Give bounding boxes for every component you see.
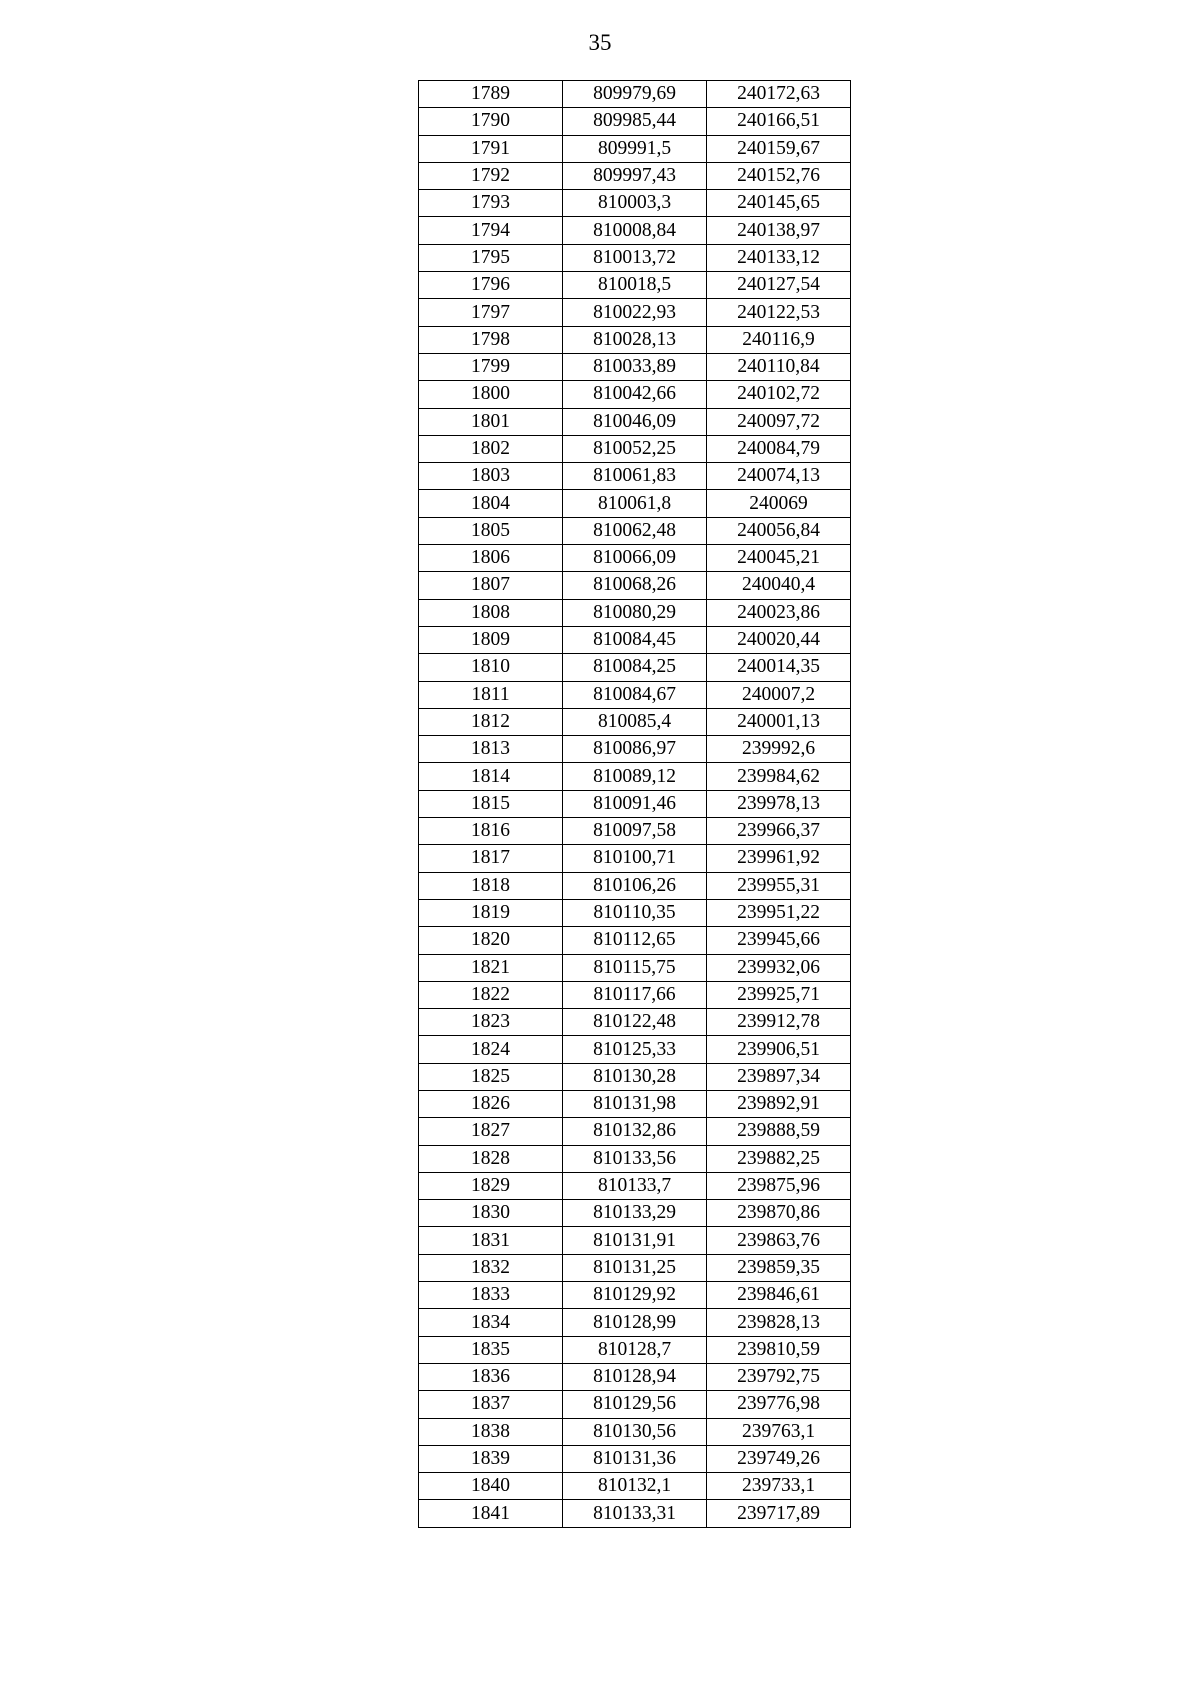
- y-coordinate-cell: 239966,37: [707, 818, 851, 845]
- x-coordinate-cell: 810089,12: [563, 763, 707, 790]
- y-coordinate-cell: 239955,31: [707, 872, 851, 899]
- table-row: [419, 1282, 851, 1309]
- point-number-cell: 1834: [419, 1309, 563, 1336]
- y-coordinate-cell: 239776,98: [707, 1391, 851, 1418]
- table-row: [419, 708, 851, 735]
- x-coordinate-cell: 810128,94: [563, 1363, 707, 1390]
- table-row: [419, 326, 851, 353]
- point-number-cell: 1823: [419, 1009, 563, 1036]
- point-number-cell: 1796: [419, 272, 563, 299]
- x-coordinate-cell: 810131,36: [563, 1445, 707, 1472]
- x-coordinate-cell: 809979,69: [563, 81, 707, 108]
- page-number: 35: [588, 30, 612, 55]
- y-coordinate-cell: 240159,67: [707, 135, 851, 162]
- y-coordinate-cell: 239875,96: [707, 1172, 851, 1199]
- table-row: [419, 1391, 851, 1418]
- x-coordinate-cell: 810061,8: [563, 490, 707, 517]
- x-coordinate-cell: 810033,89: [563, 353, 707, 380]
- x-coordinate-cell: 810022,93: [563, 299, 707, 326]
- x-coordinate-cell: 810086,97: [563, 736, 707, 763]
- x-coordinate-cell: 810131,25: [563, 1254, 707, 1281]
- point-number-cell: 1832: [419, 1254, 563, 1281]
- x-coordinate-cell: 810117,66: [563, 981, 707, 1008]
- y-coordinate-cell: 239733,1: [707, 1473, 851, 1500]
- x-coordinate-cell: 810112,65: [563, 927, 707, 954]
- table-row: [419, 135, 851, 162]
- point-number-cell: 1793: [419, 190, 563, 217]
- table-row: [419, 818, 851, 845]
- x-coordinate-cell: 810125,33: [563, 1036, 707, 1063]
- table-row: [419, 1500, 851, 1527]
- x-coordinate-cell: 810085,4: [563, 708, 707, 735]
- y-coordinate-cell: 239978,13: [707, 790, 851, 817]
- table-row: [419, 190, 851, 217]
- table-row: [419, 272, 851, 299]
- table-row: [419, 981, 851, 1008]
- y-coordinate-cell: 240145,65: [707, 190, 851, 217]
- x-coordinate-cell: 810062,48: [563, 517, 707, 544]
- table-row: [419, 626, 851, 653]
- y-coordinate-cell: 239846,61: [707, 1282, 851, 1309]
- y-coordinate-cell: 240001,13: [707, 708, 851, 735]
- table-row: [419, 1036, 851, 1063]
- y-coordinate-cell: 239932,06: [707, 954, 851, 981]
- table-row: [419, 899, 851, 926]
- table-row: [419, 1009, 851, 1036]
- table-row: [419, 1418, 851, 1445]
- x-coordinate-cell: 810129,56: [563, 1391, 707, 1418]
- y-coordinate-cell: 239810,59: [707, 1336, 851, 1363]
- y-coordinate-cell: 240138,97: [707, 217, 851, 244]
- x-coordinate-cell: 810080,29: [563, 599, 707, 626]
- y-coordinate-cell: 240023,86: [707, 599, 851, 626]
- y-coordinate-cell: 239945,66: [707, 927, 851, 954]
- y-coordinate-cell: 240020,44: [707, 626, 851, 653]
- point-number-cell: 1809: [419, 626, 563, 653]
- table-row: [419, 435, 851, 462]
- x-coordinate-cell: 810008,84: [563, 217, 707, 244]
- table-row: [419, 763, 851, 790]
- point-number-cell: 1800: [419, 381, 563, 408]
- x-coordinate-cell: 810052,25: [563, 435, 707, 462]
- y-coordinate-cell: 239906,51: [707, 1036, 851, 1063]
- table-row: [419, 1200, 851, 1227]
- point-number-cell: 1790: [419, 108, 563, 135]
- table-row: [419, 845, 851, 872]
- y-coordinate-cell: 239870,86: [707, 1200, 851, 1227]
- table-row: [419, 1227, 851, 1254]
- point-number-cell: 1813: [419, 736, 563, 763]
- table-row: [419, 1172, 851, 1199]
- x-coordinate-cell: 810131,98: [563, 1090, 707, 1117]
- x-coordinate-cell: 810028,13: [563, 326, 707, 353]
- x-coordinate-cell: 810042,66: [563, 381, 707, 408]
- x-coordinate-cell: 810133,7: [563, 1172, 707, 1199]
- table-row: [419, 1309, 851, 1336]
- y-coordinate-cell: 239897,34: [707, 1063, 851, 1090]
- x-coordinate-cell: 810046,09: [563, 408, 707, 435]
- point-number-cell: 1819: [419, 899, 563, 926]
- point-number-cell: 1792: [419, 162, 563, 189]
- x-coordinate-cell: 810132,1: [563, 1473, 707, 1500]
- x-coordinate-cell: 810131,91: [563, 1227, 707, 1254]
- table-row: [419, 872, 851, 899]
- x-coordinate-cell: 810115,75: [563, 954, 707, 981]
- table-row: [419, 1118, 851, 1145]
- table-row: [419, 1145, 851, 1172]
- y-coordinate-cell: 240084,79: [707, 435, 851, 462]
- table-row: [419, 927, 851, 954]
- y-coordinate-cell: 239863,76: [707, 1227, 851, 1254]
- point-number-cell: 1816: [419, 818, 563, 845]
- point-number-cell: 1817: [419, 845, 563, 872]
- x-coordinate-cell: 810110,35: [563, 899, 707, 926]
- point-number-cell: 1807: [419, 572, 563, 599]
- y-coordinate-cell: 239892,91: [707, 1090, 851, 1117]
- point-number-cell: 1836: [419, 1363, 563, 1390]
- point-number-cell: 1822: [419, 981, 563, 1008]
- x-coordinate-cell: 810100,71: [563, 845, 707, 872]
- table-row: [419, 736, 851, 763]
- x-coordinate-cell: 810122,48: [563, 1009, 707, 1036]
- y-coordinate-cell: 240007,2: [707, 681, 851, 708]
- point-number-cell: 1811: [419, 681, 563, 708]
- y-coordinate-cell: 239749,26: [707, 1445, 851, 1472]
- point-number-cell: 1797: [419, 299, 563, 326]
- table-row: [419, 81, 851, 108]
- point-number-cell: 1810: [419, 654, 563, 681]
- x-coordinate-cell: 810084,67: [563, 681, 707, 708]
- point-number-cell: 1804: [419, 490, 563, 517]
- point-number-cell: 1829: [419, 1172, 563, 1199]
- y-coordinate-cell: 239859,35: [707, 1254, 851, 1281]
- x-coordinate-cell: 810097,58: [563, 818, 707, 845]
- point-number-cell: 1837: [419, 1391, 563, 1418]
- coordinates-table-body: [419, 81, 851, 1528]
- x-coordinate-cell: 809985,44: [563, 108, 707, 135]
- point-number-cell: 1827: [419, 1118, 563, 1145]
- table-row: [419, 408, 851, 435]
- y-coordinate-cell: 240045,21: [707, 545, 851, 572]
- y-coordinate-cell: 240056,84: [707, 517, 851, 544]
- y-coordinate-cell: 240122,53: [707, 299, 851, 326]
- point-number-cell: 1825: [419, 1063, 563, 1090]
- table-row: [419, 790, 851, 817]
- x-coordinate-cell: 810091,46: [563, 790, 707, 817]
- point-number-cell: 1805: [419, 517, 563, 544]
- point-number-cell: 1801: [419, 408, 563, 435]
- x-coordinate-cell: 810133,56: [563, 1145, 707, 1172]
- table-row: [419, 1363, 851, 1390]
- point-number-cell: 1795: [419, 244, 563, 271]
- point-number-cell: 1789: [419, 81, 563, 108]
- point-number-cell: 1826: [419, 1090, 563, 1117]
- y-coordinate-cell: 240110,84: [707, 353, 851, 380]
- point-number-cell: 1839: [419, 1445, 563, 1472]
- point-number-cell: 1798: [419, 326, 563, 353]
- table-row: [419, 1063, 851, 1090]
- x-coordinate-cell: 810084,45: [563, 626, 707, 653]
- y-coordinate-cell: 240040,4: [707, 572, 851, 599]
- table-row: [419, 545, 851, 572]
- point-number-cell: 1814: [419, 763, 563, 790]
- point-number-cell: 1828: [419, 1145, 563, 1172]
- y-coordinate-cell: 240152,76: [707, 162, 851, 189]
- y-coordinate-cell: 239961,92: [707, 845, 851, 872]
- table-row: [419, 217, 851, 244]
- y-coordinate-cell: 239925,71: [707, 981, 851, 1008]
- x-coordinate-cell: 810066,09: [563, 545, 707, 572]
- point-number-cell: 1835: [419, 1336, 563, 1363]
- table-row: [419, 1445, 851, 1472]
- y-coordinate-cell: 240172,63: [707, 81, 851, 108]
- point-number-cell: 1794: [419, 217, 563, 244]
- y-coordinate-cell: 239984,62: [707, 763, 851, 790]
- point-number-cell: 1799: [419, 353, 563, 380]
- y-coordinate-cell: 239828,13: [707, 1309, 851, 1336]
- point-number-cell: 1838: [419, 1418, 563, 1445]
- point-number-cell: 1821: [419, 954, 563, 981]
- y-coordinate-cell: 240014,35: [707, 654, 851, 681]
- point-number-cell: 1824: [419, 1036, 563, 1063]
- table-row: [419, 681, 851, 708]
- table-row: [419, 1254, 851, 1281]
- y-coordinate-cell: 240116,9: [707, 326, 851, 353]
- y-coordinate-cell: 240102,72: [707, 381, 851, 408]
- x-coordinate-cell: 810003,3: [563, 190, 707, 217]
- table-row: [419, 599, 851, 626]
- point-number-cell: 1815: [419, 790, 563, 817]
- y-coordinate-cell: 239912,78: [707, 1009, 851, 1036]
- x-coordinate-cell: 810128,99: [563, 1309, 707, 1336]
- table-row: [419, 1336, 851, 1363]
- y-coordinate-cell: 239992,6: [707, 736, 851, 763]
- x-coordinate-cell: 810132,86: [563, 1118, 707, 1145]
- x-coordinate-cell: 810129,92: [563, 1282, 707, 1309]
- x-coordinate-cell: 809997,43: [563, 162, 707, 189]
- table-row: [419, 162, 851, 189]
- point-number-cell: 1833: [419, 1282, 563, 1309]
- point-number-cell: 1806: [419, 545, 563, 572]
- y-coordinate-cell: 239951,22: [707, 899, 851, 926]
- y-coordinate-cell: 239882,25: [707, 1145, 851, 1172]
- y-coordinate-cell: 239763,1: [707, 1418, 851, 1445]
- x-coordinate-cell: 810133,31: [563, 1500, 707, 1527]
- table-row: [419, 463, 851, 490]
- table-row: [419, 490, 851, 517]
- x-coordinate-cell: 810130,56: [563, 1418, 707, 1445]
- x-coordinate-cell: 810128,7: [563, 1336, 707, 1363]
- point-number-cell: 1830: [419, 1200, 563, 1227]
- table-row: [419, 954, 851, 981]
- point-number-cell: 1818: [419, 872, 563, 899]
- y-coordinate-cell: 239717,89: [707, 1500, 851, 1527]
- table-row: [419, 353, 851, 380]
- point-number-cell: 1840: [419, 1473, 563, 1500]
- point-number-cell: 1803: [419, 463, 563, 490]
- coordinates-table: [418, 80, 851, 1528]
- x-coordinate-cell: 810013,72: [563, 244, 707, 271]
- y-coordinate-cell: 240097,72: [707, 408, 851, 435]
- table-row: [419, 572, 851, 599]
- point-number-cell: 1812: [419, 708, 563, 735]
- point-number-cell: 1802: [419, 435, 563, 462]
- x-coordinate-cell: 810068,26: [563, 572, 707, 599]
- y-coordinate-cell: 240127,54: [707, 272, 851, 299]
- point-number-cell: 1791: [419, 135, 563, 162]
- table-row: [419, 108, 851, 135]
- x-coordinate-cell: 809991,5: [563, 135, 707, 162]
- table-row: [419, 381, 851, 408]
- point-number-cell: 1820: [419, 927, 563, 954]
- x-coordinate-cell: 810106,26: [563, 872, 707, 899]
- x-coordinate-cell: 810133,29: [563, 1200, 707, 1227]
- point-number-cell: 1808: [419, 599, 563, 626]
- table-row: [419, 654, 851, 681]
- y-coordinate-cell: 239792,75: [707, 1363, 851, 1390]
- y-coordinate-cell: 240166,51: [707, 108, 851, 135]
- table-row: [419, 299, 851, 326]
- point-number-cell: 1831: [419, 1227, 563, 1254]
- table-row: [419, 517, 851, 544]
- x-coordinate-cell: 810018,5: [563, 272, 707, 299]
- point-number-cell: 1841: [419, 1500, 563, 1527]
- x-coordinate-cell: 810084,25: [563, 654, 707, 681]
- y-coordinate-cell: 239888,59: [707, 1118, 851, 1145]
- x-coordinate-cell: 810130,28: [563, 1063, 707, 1090]
- y-coordinate-cell: 240074,13: [707, 463, 851, 490]
- y-coordinate-cell: 240069: [707, 490, 851, 517]
- y-coordinate-cell: 240133,12: [707, 244, 851, 271]
- x-coordinate-cell: 810061,83: [563, 463, 707, 490]
- table-row: [419, 1473, 851, 1500]
- table-row: [419, 244, 851, 271]
- table-row: [419, 1090, 851, 1117]
